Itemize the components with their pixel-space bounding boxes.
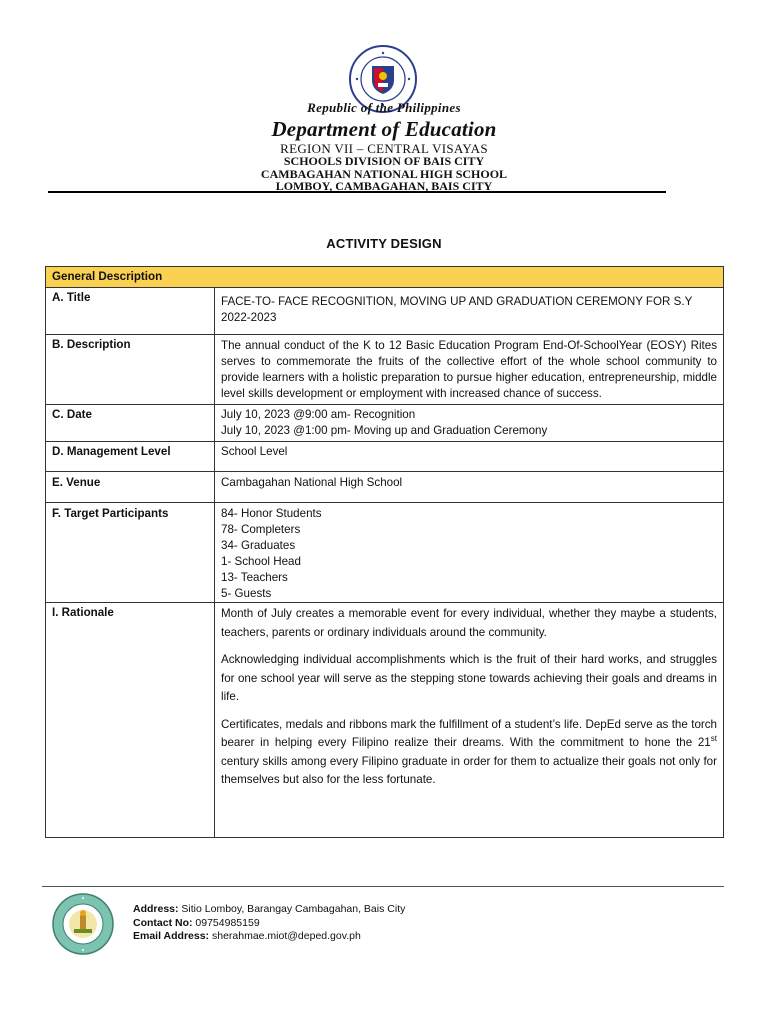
table-row <box>46 405 724 442</box>
row-label: I. Rationale <box>46 603 215 838</box>
title-value: FACE-TO- FACE RECOGNITION, MOVING UP AND GRADUATION CEREMONY FOR S.Y 2022-2023 <box>215 288 724 335</box>
rationale-paragraph <box>221 716 717 790</box>
description-value: The annual conduct of the K to 12 Basic Education Program End-Of-SchoolYear (EOSY) Rites serves to commemorate the fruits of the collective effort of the whole school community to provide learners with a holistic preparation to pursue higher education, entrepreneurship, middle level skills development or employment with increased chance of success. <box>215 335 724 405</box>
participants-value <box>215 503 724 603</box>
row-label: C. Date <box>46 405 215 442</box>
contact-value: 09754985159 <box>192 916 260 929</box>
participant-line: 1- School Head <box>221 555 301 568</box>
participant-line: 34- Graduates <box>221 539 296 552</box>
participant-line: 84- Honor Students <box>221 507 322 520</box>
row-label: F. Target Participants <box>46 503 215 603</box>
rationale-paragraph: Acknowledging individual accomplishments which is the fruit of their hard works, and struggles for one school year will serve as the stepping stone towards achieving their goals and dreams in life. <box>221 653 717 703</box>
participant-line: 13- Teachers <box>221 571 288 584</box>
school-heading: CAMBAGAHAN NATIONAL HIGH SCHOOL <box>260 167 508 181</box>
footer-address <box>133 903 405 917</box>
management-value: School Level <box>215 442 724 472</box>
department-heading: Department of Education <box>271 117 497 141</box>
division-heading: SCHOOLS DIVISION OF BAIS CITY <box>283 154 485 168</box>
school-seal-logo <box>52 893 114 955</box>
footer-contact <box>133 903 405 944</box>
footer-divider <box>42 886 724 887</box>
address-value: Sitio Lomboy, Barangay Cambagahan, Bais City <box>178 903 406 915</box>
table-row <box>46 288 724 335</box>
header-divider <box>48 191 666 193</box>
date-line: July 10, 2023 @1:00 pm- Moving up and Graduation Ceremony <box>221 424 548 437</box>
footer-email <box>133 930 405 944</box>
rationale-text: century skills among every Filipino graduate in order for them to actualize their goals not only for themselves but also for the less fortunate. <box>221 754 717 786</box>
date-value <box>215 405 724 442</box>
venue-value: Cambagahan National High School <box>215 472 724 503</box>
activity-design-table <box>45 266 724 838</box>
document-title: ACTIVITY DESIGN <box>326 236 442 251</box>
school-address-heading: LOMBOY, CAMBAGAHAN, BAIS CITY <box>275 179 493 193</box>
rationale-paragraph: Month of July creates a memorable event for every individual, whether they maybe a students, teachers, parents or ordinary individuals around the community. <box>221 607 717 639</box>
table-row <box>46 503 724 603</box>
row-label: D. Management Level <box>46 442 215 472</box>
participant-line: 5- Guests <box>221 587 272 600</box>
contact-label: Contact No: <box>133 916 193 929</box>
rationale-value <box>215 603 724 838</box>
superscript: st <box>710 734 717 744</box>
footer-contact-number <box>133 917 405 931</box>
table-row <box>46 603 724 838</box>
row-label: A. Title <box>46 288 215 335</box>
row-label: B. Description <box>46 335 215 405</box>
date-line: July 10, 2023 @9:00 am- Recognition <box>221 408 416 421</box>
table-row <box>46 335 724 405</box>
table-row <box>46 442 724 472</box>
region-heading: REGION VII – CENTRAL VISAYAS <box>280 141 488 156</box>
email-value[interactable]: sherahmae.miot@deped.gov.ph <box>209 930 361 942</box>
row-label: E. Venue <box>46 472 215 503</box>
table-row <box>46 472 724 503</box>
table-row <box>46 267 724 288</box>
general-description-header: General Description <box>46 267 724 288</box>
email-label: Email Address: <box>133 930 210 942</box>
address-label: Address: <box>133 903 179 915</box>
rationale-text: Certificates, medals and ribbons mark the fulfillment of a student’s life. DepEd serve as the torch bearer in helping every Filipino realize their dreams. With the commitment to hone the 21 <box>221 717 717 749</box>
participant-line: 78- Completers <box>221 523 301 536</box>
republic-heading: Republic of the Philippines <box>307 100 461 115</box>
